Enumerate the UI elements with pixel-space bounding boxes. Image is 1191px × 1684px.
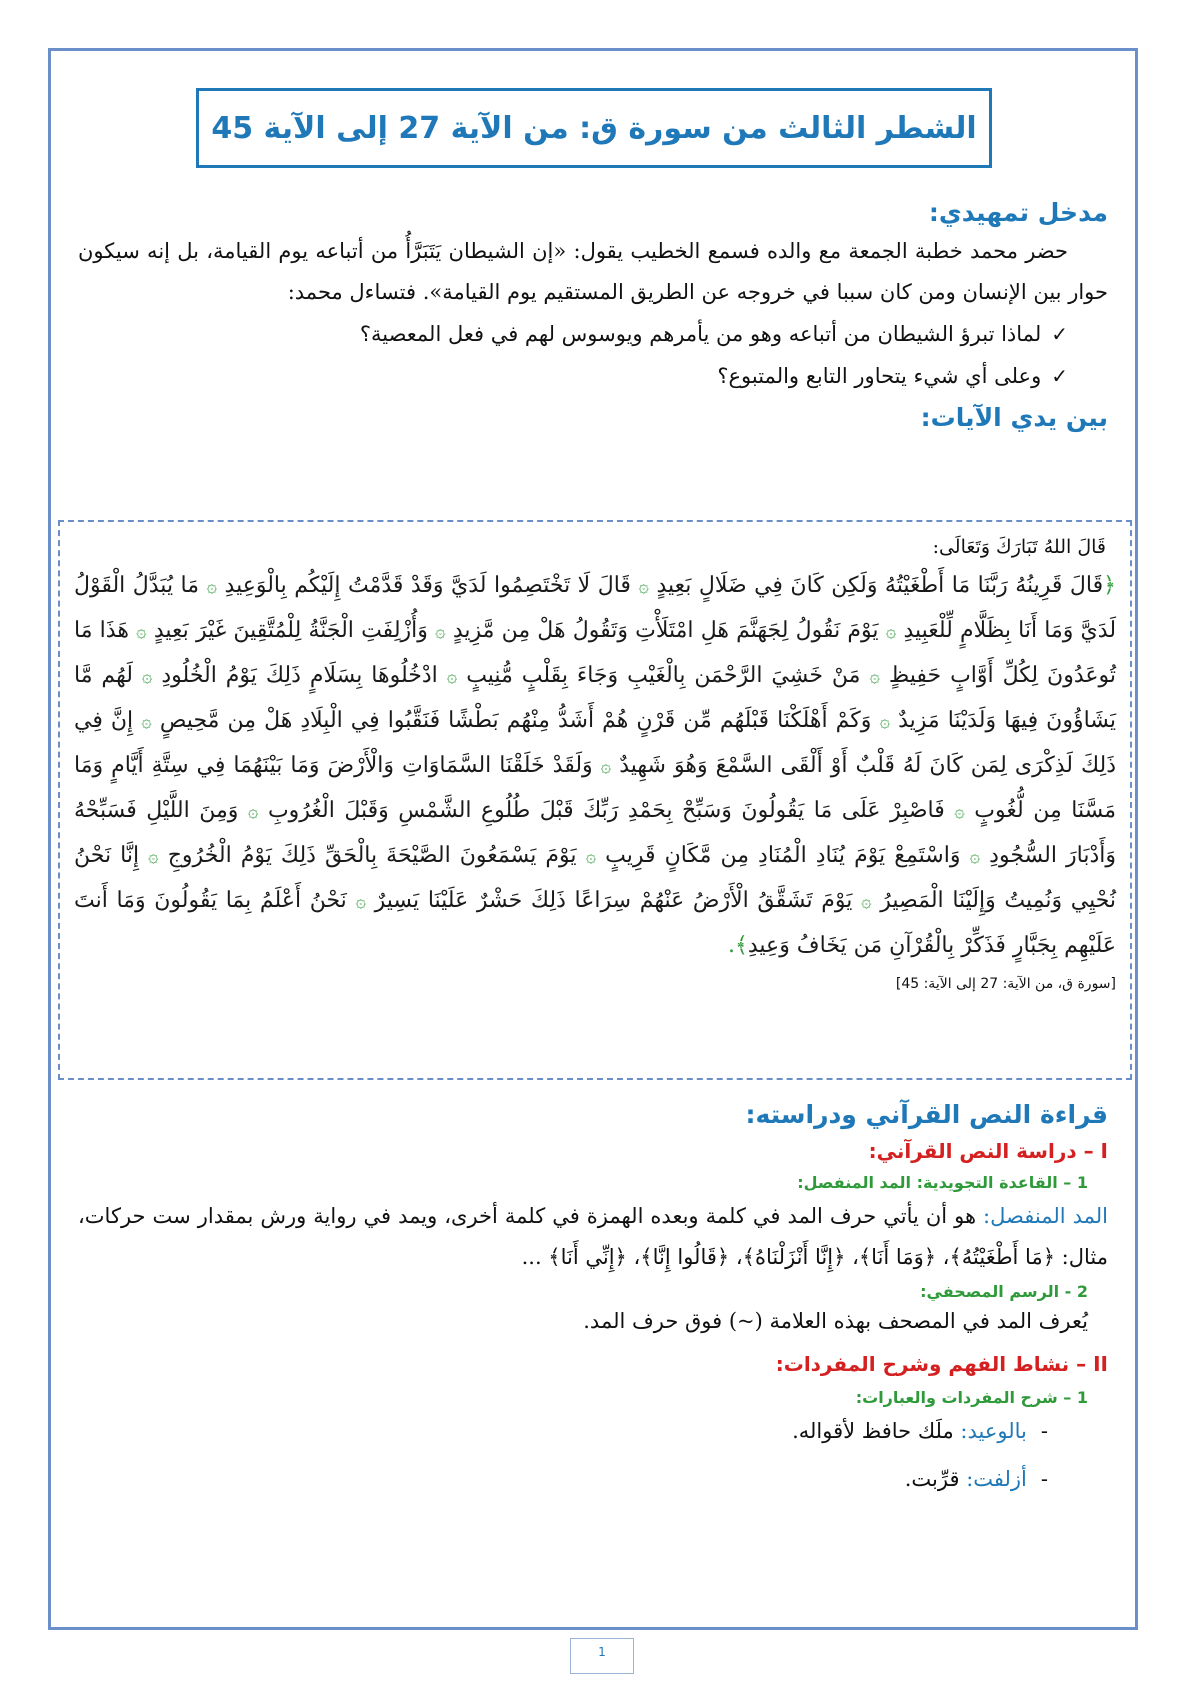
ayah-separator-icon: ۞ bbox=[206, 576, 218, 597]
rasm-heading: 2 - الرسم المصحفي: bbox=[920, 1282, 1088, 1301]
rule-text: هو أن يأتي حرف المد في كلمة وبعده الهمزة في كلمة أخرى، ويمد في رواية ورش بمقدار ست حركات، مثال: ﴿مَا أَطْغَيْتُهُ﴾، ﴿وَمَا أَنَا﴾، ﴿إِنَّا أَنْزَلْنَاهُ﴾، ﴿قَالُوا إِنَّا﴾، ﴿إِنِّي أَنَا﴾ ... bbox=[78, 1204, 1108, 1269]
ayah-text: مَا يُبَدَّلُ الْقَوْلُ لَدَيَّ وَمَا أَنَا بِظَلَّامٍ لِّلْعَبِيدِ bbox=[74, 573, 1117, 643]
tajweed-rule-paragraph bbox=[78, 1196, 1108, 1278]
list-item bbox=[78, 313, 1108, 355]
rasm-paragraph: يُعرف المد في المصحف بهذه العلامة (~) فوق حرف المد. bbox=[583, 1309, 1088, 1333]
question-text: وعلى أي شيء يتحاور التابع والمتبوع؟ bbox=[717, 364, 1042, 388]
ayah-text: يَوْمَ تَشَقَّقُ الْأَرْضُ عَنْهُمْ سِرَاعًا ذَلِكَ حَشْرٌ عَلَيْنَا يَسِيرٌ bbox=[374, 888, 853, 913]
verses-box bbox=[58, 520, 1132, 1080]
ayah-separator-icon: ۞ bbox=[136, 621, 147, 642]
check-icon: ✓ bbox=[1051, 364, 1068, 388]
ayah-separator-icon: ۞ bbox=[148, 846, 159, 867]
ayah-separator-icon: ۞ bbox=[247, 801, 259, 822]
vocab-heading: 1 – شرح المفردات والعبارات: bbox=[855, 1388, 1088, 1407]
ayah-separator-icon: ۞ bbox=[141, 711, 152, 732]
ayah-separator-icon: ۞ bbox=[969, 846, 981, 867]
ayah-separator-icon: ۞ bbox=[954, 801, 965, 822]
verses-text bbox=[74, 564, 1116, 968]
question-text: لماذا تبرؤ الشيطان من أتباعه وهو من يأمرهم ويوسوس لهم في فعل المعصية؟ bbox=[359, 322, 1042, 346]
study-heading: قراءة النص القرآني ودراسته: bbox=[745, 1100, 1108, 1129]
study-section bbox=[78, 1100, 1108, 1503]
title-box bbox=[196, 88, 992, 168]
vocab-list bbox=[78, 1407, 1108, 1503]
intro-section bbox=[78, 198, 1108, 432]
open-bracket: ﴿ bbox=[1103, 573, 1117, 598]
ayah-text: وَاسْتَمِعْ يَوْمَ يُنَادِ الْمُنَادِ مِن مَّكَانٍ قَرِيبٍ bbox=[605, 843, 961, 868]
list-item bbox=[78, 1407, 1108, 1455]
ayah-separator-icon: ۞ bbox=[435, 621, 446, 642]
ayah-separator-icon: ۞ bbox=[861, 891, 872, 912]
verses-heading: بين يدي الآيات: bbox=[920, 403, 1108, 432]
question-list bbox=[78, 313, 1108, 397]
ayah-separator-icon: ۞ bbox=[869, 666, 880, 687]
vocab-meaning: ملَك حافظ لأقواله. bbox=[792, 1419, 954, 1443]
ayah-separator-icon: ۞ bbox=[585, 846, 597, 867]
part2-heading: II – نشاط الفهم وشرح المفردات: bbox=[775, 1352, 1108, 1376]
ayah-text: إِنَّ فِي ذَلِكَ لَذِكْرَى لِمَن كَانَ لَهُ قَلْبٌ أَوْ أَلْقَى السَّمْعَ وَهُوَ شَهِيدٌ bbox=[74, 708, 1117, 778]
ayah-separator-icon: ۞ bbox=[141, 666, 153, 687]
ayah-text: قَالَ قَرِينُهُ رَبَّنَا مَا أَطْغَيْتُهُ وَلَكِن كَانَ فِي ضَلَالٍ بَعِيدٍ bbox=[656, 573, 1104, 598]
ayah-text: لَهُم مَّا يَشَاؤُونَ فِيهَا وَلَدَيْنَا مَزِيدٌ bbox=[74, 663, 1117, 733]
ayah-text: وَلَقَدْ خَلَقْنَا السَّمَاوَاتِ وَالْأَرْضَ وَمَا بَيْنَهُمَا فِي سِتَّةِ أَيَّامٍ وَمَا مَسَّنَا مِن لُّغُوبٍ bbox=[74, 753, 1116, 823]
intro-paragraph: حضر محمد خطبة الجمعة مع والده فسمع الخطيب يقول: «إن الشيطان يَتَبَرَّأُ من أتباعه يوم القيامة، بل إنه سيكون حوار بين الإنسان ومن كان سببا في خروجه عن الطريق المستقيم يوم القيامة». فتساءل محمد: bbox=[78, 239, 1108, 304]
part1-heading: I – دراسة النص القرآني: bbox=[868, 1139, 1108, 1163]
list-item bbox=[78, 1455, 1108, 1503]
ayah-separator-icon: ۞ bbox=[638, 576, 649, 597]
rule-term: المد المنفصل: bbox=[983, 1204, 1108, 1228]
list-item bbox=[78, 355, 1108, 397]
list-dash: - bbox=[1040, 1467, 1048, 1491]
page-title: الشطر الثالث من سورة ق: من الآية 27 إلى الآية 45 bbox=[211, 110, 977, 146]
page-number-box bbox=[570, 1638, 634, 1674]
close-bracket: ﴾. bbox=[727, 933, 748, 958]
ayah-text: يَوْمَ نَقُولُ لِجَهَنَّمَ هَلِ امْتَلَأْتِ وَتَقُولُ هَلْ مِن مَّزِيدٍ bbox=[452, 618, 879, 643]
vocab-term: أزلفت: bbox=[966, 1467, 1027, 1491]
ayah-text: وَأُزْلِفَتِ الْجَنَّةُ لِلْمُتَّقِينَ غَيْرَ بَعِيدٍ bbox=[153, 618, 428, 643]
verses-intro: قَالَ اللهُ تَبَارَكَ وَتَعَالَى: bbox=[932, 536, 1106, 558]
ayah-text: يَوْمَ يَسْمَعُونَ الصَّيْحَةَ بِالْحَقِّ ذَلِكَ يَوْمُ الْخُرُوجِ bbox=[167, 843, 577, 868]
check-icon: ✓ bbox=[1051, 322, 1068, 346]
ayah-separator-icon: ۞ bbox=[600, 756, 612, 777]
intro-heading: مدخل تمهيدي: bbox=[928, 198, 1108, 227]
ayah-separator-icon: ۞ bbox=[446, 666, 458, 687]
ayah-text: وَكَمْ أَهْلَكْنَا قَبْلَهُم مِّن قَرْنٍ هُمْ أَشَدُّ مِنْهُم بَطْشًا فَنَقَّبُوا فِي الْبِلَادِ هَلْ مِن مَّحِيصٍ bbox=[159, 708, 872, 733]
ayah-text: إِنَّا نَحْنُ نُحْيِي وَنُمِيتُ وَإِلَيْنَا الْمَصِيرُ bbox=[74, 843, 1117, 913]
vocab-term: بالوعيد: bbox=[960, 1419, 1027, 1443]
page-number: 1 bbox=[598, 1645, 606, 1659]
ayah-separator-icon: ۞ bbox=[355, 891, 366, 912]
verses-reference: [سورة ق، من الآية: 27 إلى الآية: 45] bbox=[895, 976, 1116, 992]
vocab-meaning: قرِّبت. bbox=[904, 1467, 960, 1491]
ayah-text: فَاصْبِرْ عَلَى مَا يَقُولُونَ وَسَبِّحْ بِحَمْدِ رَبِّكَ قَبْلَ طُلُوعِ الشَّمْسِ وَقَبْلَ الْغُرُوبِ bbox=[267, 798, 945, 823]
ayah-text: ادْخُلُوهَا بِسَلَامٍ ذَلِكَ يَوْمُ الْخُلُودِ bbox=[161, 663, 438, 688]
ayah-text: قَالَ لَا تَخْتَصِمُوا لَدَيَّ وَقَدْ قَدَّمْتُ إِلَيْكُم بِالْوَعِيدِ bbox=[224, 573, 631, 598]
list-dash: - bbox=[1040, 1419, 1048, 1443]
ayah-separator-icon: ۞ bbox=[885, 621, 897, 642]
ayah-text: نَحْنُ أَعْلَمُ بِمَا يَقُولُونَ وَمَا أَنتَ عَلَيْهِم بِجَبَّارٍ فَذَكِّرْ بِالْقُرْآنِ مَن يَخَافُ وَعِيدِ bbox=[74, 888, 1116, 958]
ayah-separator-icon: ۞ bbox=[879, 711, 891, 732]
ayah-text: هَذَا مَا تُوعَدُونَ لِكُلِّ أَوَّابٍ حَفِيظٍ bbox=[74, 618, 1116, 688]
ayah-text: وَمِنَ اللَّيْلِ فَسَبِّحْهُ وَأَدْبَارَ السُّجُودِ bbox=[74, 798, 1116, 868]
tajweed-rule-heading: 1 – القاعدة التجويدية: المد المنفصل: bbox=[797, 1173, 1088, 1192]
ayah-text: مَنْ خَشِيَ الرَّحْمَن بِالْغَيْبِ وَجَاءَ بِقَلْبٍ مُّنِيبٍ bbox=[466, 663, 861, 688]
